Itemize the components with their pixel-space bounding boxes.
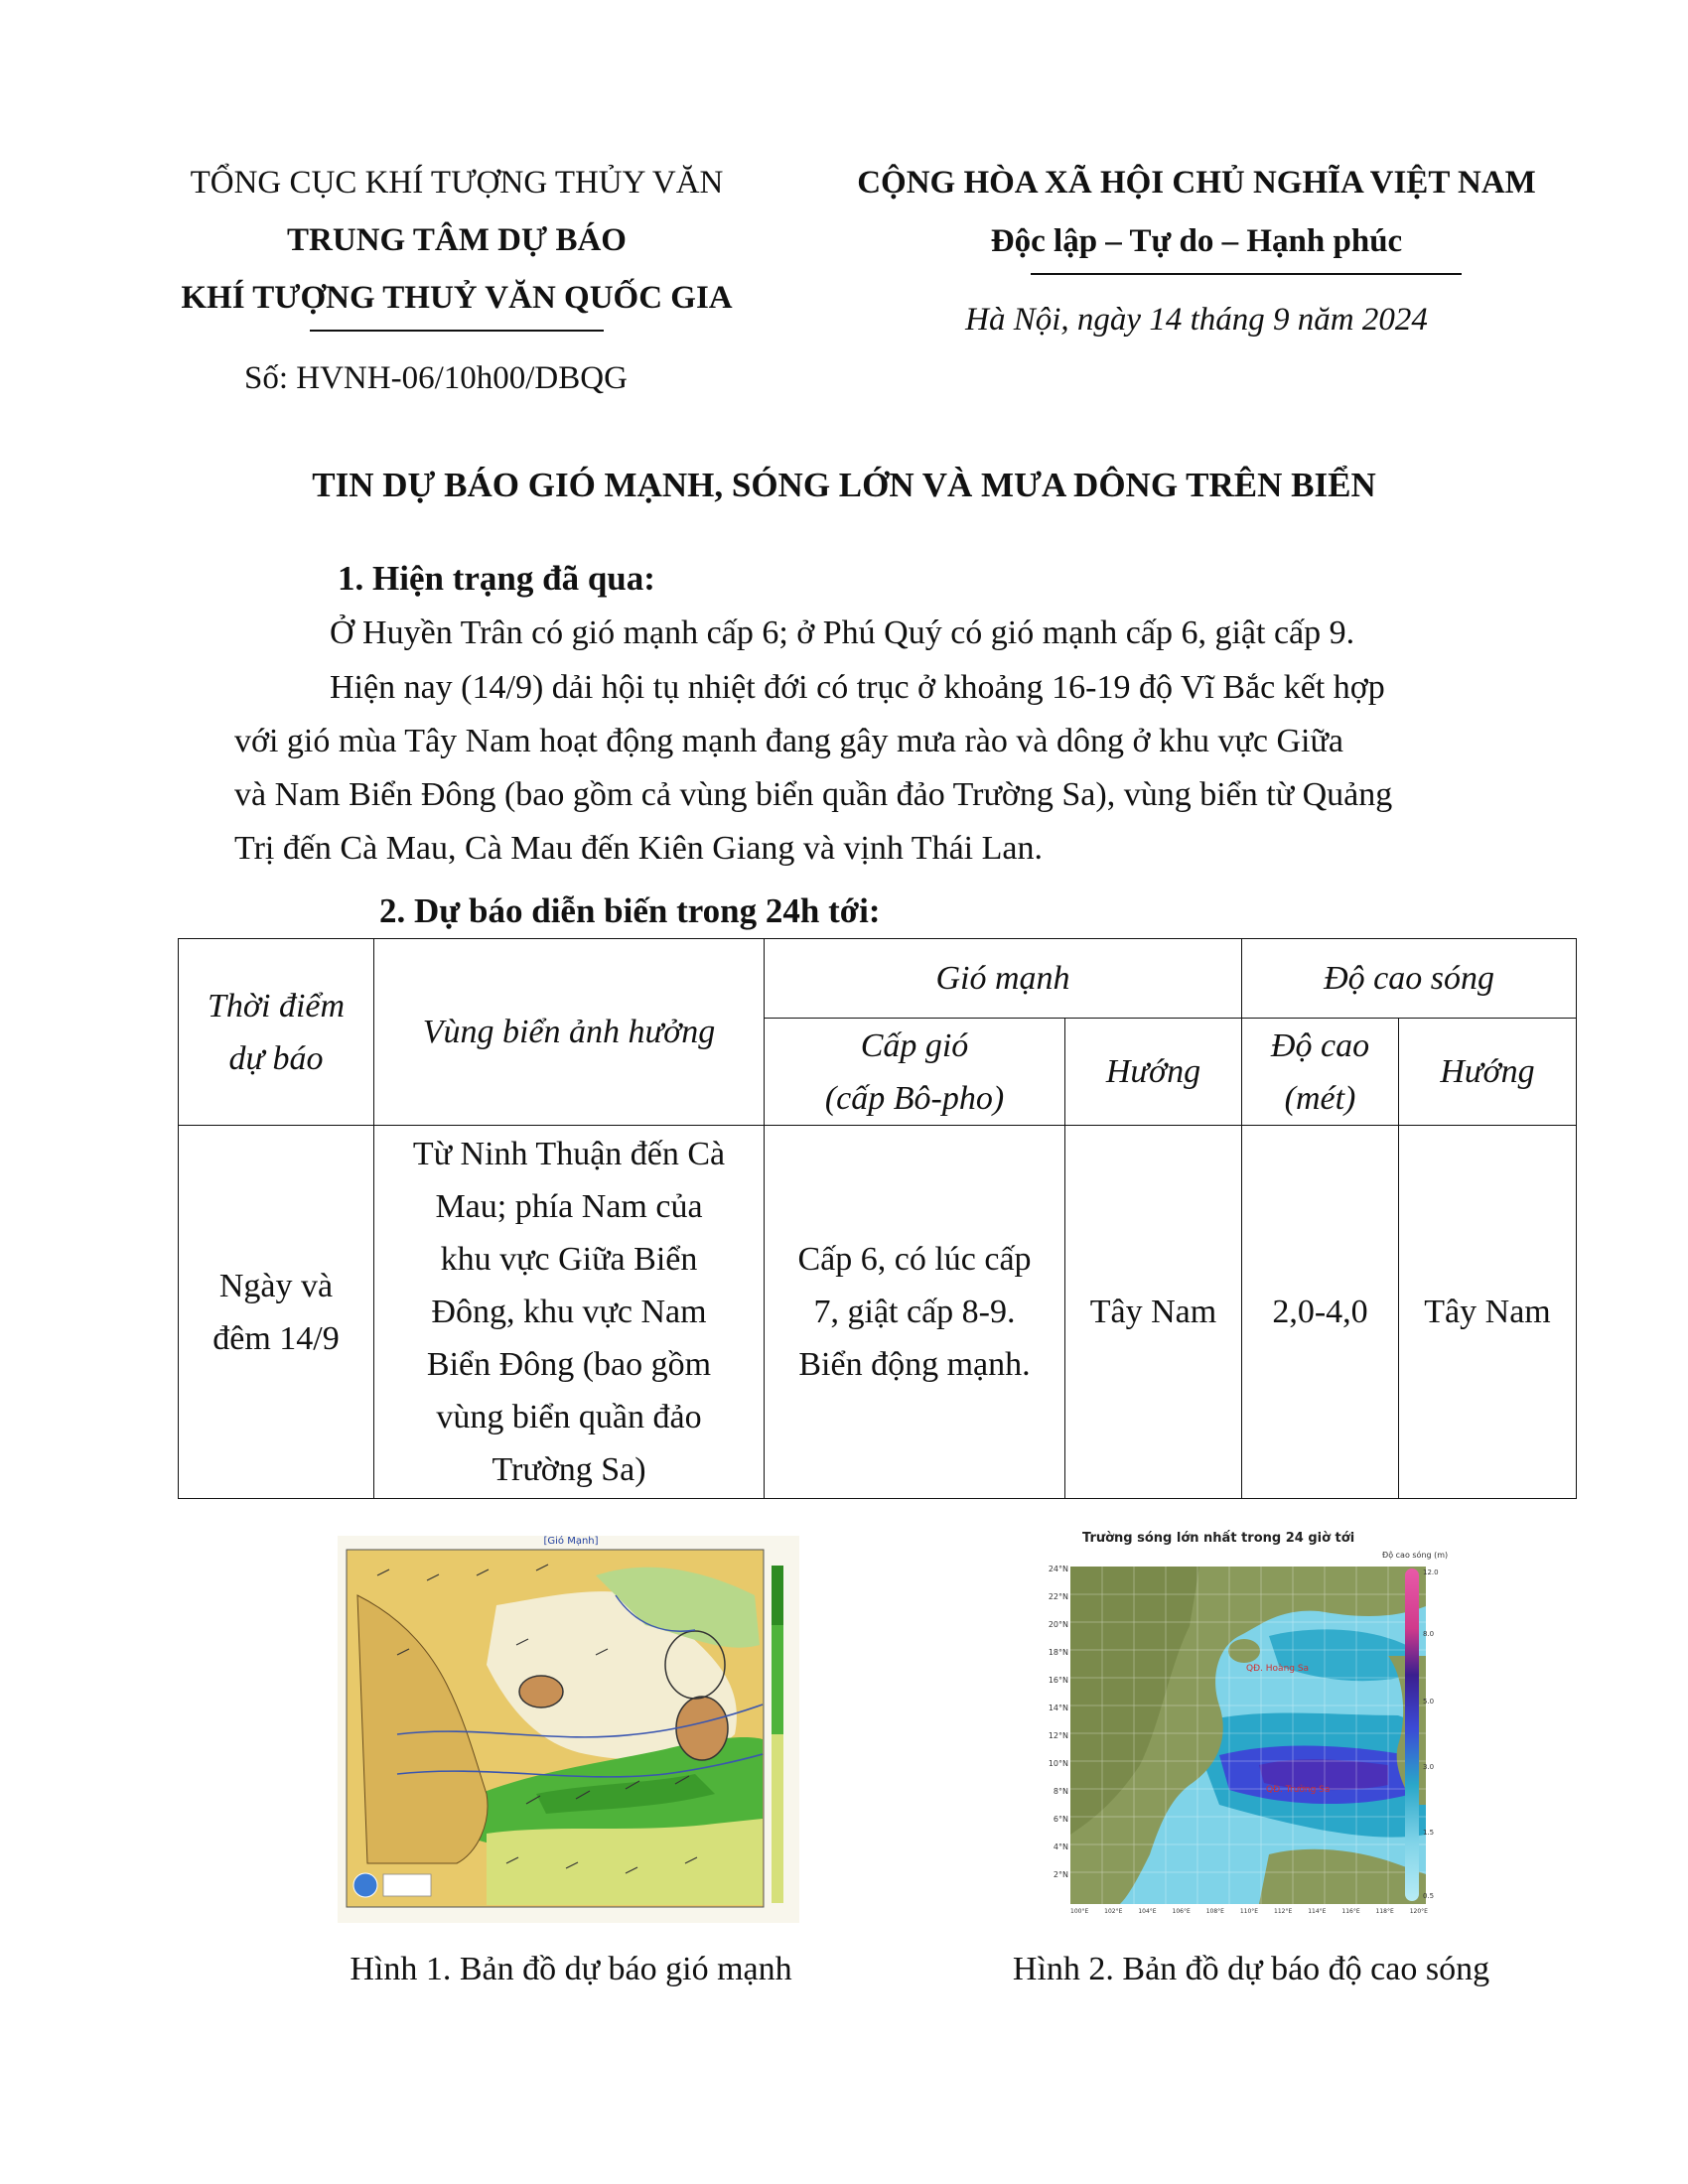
center-name-line2: KHÍ TƯỢNG THUỶ VĂN QUỐC GIA — [181, 280, 733, 316]
lon-label: 120°E — [1409, 1908, 1428, 1915]
paragraph-line: với gió mùa Tây Nam hoạt động mạnh đang gây mưa rào và dông ở khu vực Giữa — [234, 723, 1343, 759]
cell-line: Biển Đông (bao gồm — [426, 1346, 712, 1383]
agency-header — [139, 161, 774, 320]
cell-line: Từ Ninh Thuận đến Cà — [412, 1136, 726, 1172]
lon-label: 102°E — [1104, 1908, 1123, 1915]
legend-tick: 3.0 — [1423, 1763, 1435, 1771]
figure1-caption: Hình 1. Bản đồ dự báo gió mạnh — [350, 1951, 792, 1987]
section1-paragraph1: Ở Huyền Trân có gió mạnh cấp 6; ở Phú Quý có gió mạnh cấp 6, giật cấp 9. — [330, 614, 1355, 651]
section2-heading: 2. Dự báo diễn biến trong 24h tới: — [379, 891, 881, 930]
wind-forecast-map — [338, 1536, 799, 1923]
lat-label: 12°N — [1048, 1731, 1068, 1740]
legend-tick: 1.5 — [1423, 1829, 1435, 1837]
cell-wave-height: 2,0-4,0 — [1242, 1126, 1399, 1499]
wave-colorbar — [1405, 1569, 1419, 1901]
latitude-axis — [1035, 1565, 1068, 1898]
wind-map-graphic — [338, 1536, 799, 1923]
national-title: CỘNG HÒA XÃ HỘI CHỦ NGHĨA VIỆT NAM — [857, 165, 1536, 201]
lon-label: 100°E — [1070, 1908, 1089, 1915]
lon-label: 108°E — [1205, 1908, 1224, 1915]
wave-map-graphic — [1070, 1567, 1428, 1904]
cell-line: Ngày và — [218, 1267, 334, 1304]
header-text: Độ cao — [1270, 1026, 1370, 1064]
cell-line: vùng biển quần đảo — [436, 1399, 702, 1435]
issue-date: Hà Nội, ngày 14 tháng 9 năm 2024 — [965, 302, 1428, 338]
lat-label: 8°N — [1053, 1787, 1068, 1796]
wave-legend-title: Độ cao sóng (m) — [1382, 1551, 1449, 1560]
legend-tick: 0.5 — [1423, 1892, 1435, 1900]
section1-heading: 1. Hiện trạng đã qua: — [338, 559, 655, 598]
header-text: (cấp Bô-pho) — [824, 1079, 1005, 1117]
left-header-underline — [310, 330, 604, 332]
spratly-label: QĐ. Trường Sa — [1266, 1785, 1331, 1795]
lat-label: 22°N — [1048, 1592, 1068, 1601]
lon-label: 116°E — [1341, 1908, 1360, 1915]
header-text: dự báo — [228, 1039, 324, 1077]
national-motto: Độc lập – Tự do – Hạnh phúc — [990, 223, 1403, 259]
lat-label: 4°N — [1053, 1843, 1068, 1851]
legend-tick: 5.0 — [1423, 1698, 1435, 1706]
legend-tick: 8.0 — [1423, 1630, 1435, 1638]
cell-line: 7, giật cấp 8-9. — [813, 1294, 1016, 1330]
table-row — [179, 1126, 1577, 1499]
lat-label: 10°N — [1048, 1759, 1068, 1768]
header-height-meters — [1242, 1019, 1399, 1126]
header-strong-wind: Gió mạnh — [765, 939, 1242, 1019]
cell-affected-area — [374, 1126, 765, 1499]
header-affected-area: Vùng biển ảnh hưởng — [374, 939, 765, 1126]
cell-line: Mau; phía Nam của — [435, 1188, 703, 1225]
lon-label: 118°E — [1375, 1908, 1394, 1915]
paracel-label: QĐ. Hoàng Sa — [1246, 1664, 1310, 1674]
ministry-line: TỔNG CỤC KHÍ TƯỢNG THỦY VĂN — [190, 165, 724, 201]
document-number: Số: HVNH-06/10h00/DBQG — [244, 360, 628, 396]
longitude-axis — [1070, 1908, 1428, 1915]
section1-paragraph2 — [234, 661, 1585, 876]
paragraph-line: Hiện nay (14/9) dải hội tụ nhiệt đới có trục ở khoảng 16-19 độ Vĩ Bắc kết hợp — [330, 669, 1385, 706]
motto-underline — [1031, 273, 1462, 275]
paragraph-line: Trị đến Cà Mau, Cà Mau đến Kiên Giang và vịnh Thái Lan. — [234, 830, 1043, 867]
figure2-caption: Hình 2. Bản đồ dự báo độ cao sóng — [1012, 1951, 1490, 1987]
cell-wind-level — [765, 1126, 1065, 1499]
cell-forecast-time — [179, 1126, 374, 1499]
lat-label: 6°N — [1053, 1815, 1068, 1824]
header-wind-direction: Hướng — [1065, 1019, 1242, 1126]
cell-line: Cấp 6, có lúc cấp — [797, 1241, 1032, 1278]
center-name-line: TRUNG TÂM DỰ BÁO — [287, 222, 627, 258]
header-forecast-time — [179, 939, 374, 1126]
table-header-row — [179, 939, 1577, 1019]
lat-label: 18°N — [1048, 1648, 1068, 1657]
lat-label: 14°N — [1048, 1704, 1068, 1712]
cell-wave-direction: Tây Nam — [1399, 1126, 1577, 1499]
lat-label: 24°N — [1048, 1565, 1068, 1573]
header-text: Cấp gió — [860, 1026, 969, 1064]
lon-label: 114°E — [1308, 1908, 1327, 1915]
page-title: TIN DỰ BÁO GIÓ MẠNH, SÓNG LỚN VÀ MƯA DÔNG TRÊN BIỂN — [312, 466, 1376, 504]
header-text: Thời điểm — [207, 987, 346, 1024]
wave-map-title: Trường sóng lớn nhất trong 24 giờ tới — [1082, 1531, 1355, 1546]
cell-wind-direction: Tây Nam — [1065, 1126, 1242, 1499]
header-wind-level — [765, 1019, 1065, 1126]
cell-line: Đông, khu vực Nam — [431, 1294, 707, 1330]
header-text: (mét) — [1284, 1079, 1356, 1117]
cell-line: Biển động mạnh. — [798, 1346, 1031, 1383]
cell-line: khu vực Giữa Biển — [440, 1241, 698, 1278]
cell-line: đêm 14/9 — [212, 1319, 340, 1357]
forecast-table — [178, 938, 1577, 1499]
wind-map-title: [Gió Mạnh] — [543, 1536, 599, 1547]
header-wave-direction: Hướng — [1399, 1019, 1577, 1126]
lat-label: 20°N — [1048, 1620, 1068, 1629]
lon-label: 112°E — [1274, 1908, 1293, 1915]
lat-label: 2°N — [1053, 1870, 1068, 1879]
cell-line: Trường Sa) — [492, 1451, 646, 1488]
header-wave-height: Độ cao sóng — [1242, 939, 1577, 1019]
lon-label: 104°E — [1138, 1908, 1157, 1915]
paragraph-line: và Nam Biển Đông (bao gồm cả vùng biển quần đảo Trường Sa), vùng biển từ Quảng — [234, 776, 1393, 813]
legend-tick: 12.0 — [1423, 1569, 1439, 1576]
lat-label: 16°N — [1048, 1676, 1068, 1685]
wave-height-map — [1033, 1529, 1470, 1926]
lon-label: 106°E — [1172, 1908, 1191, 1915]
lon-label: 110°E — [1239, 1908, 1259, 1915]
